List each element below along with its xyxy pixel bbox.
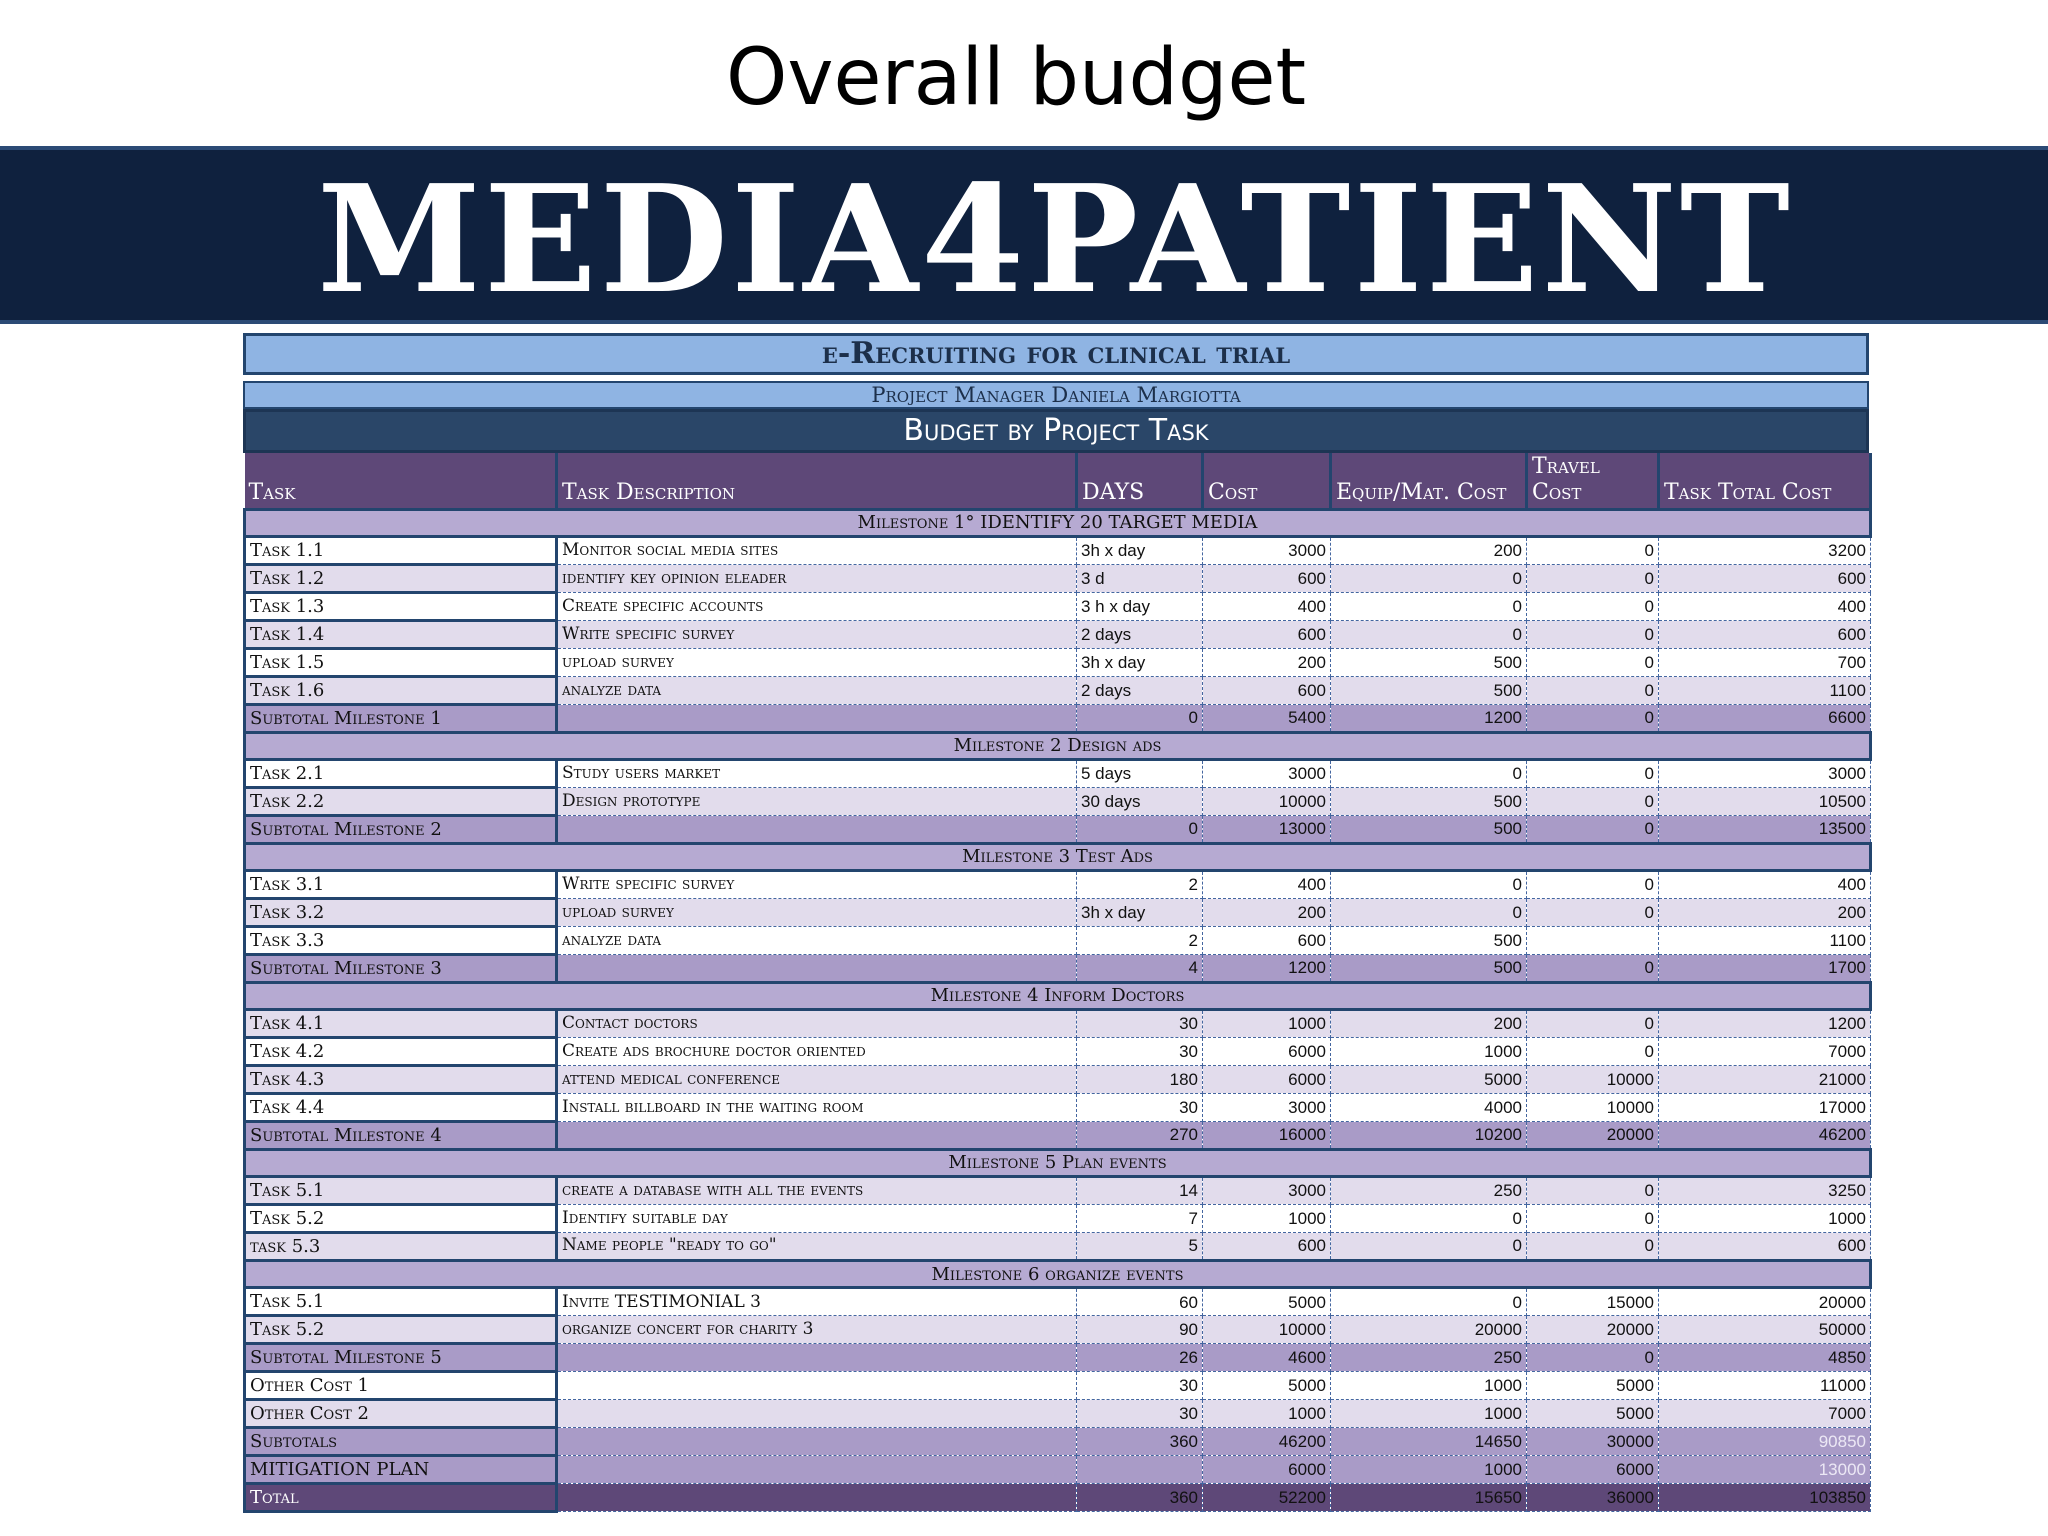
cell-equip-cost: 500 bbox=[1331, 954, 1527, 982]
cell-cost: 5000 bbox=[1203, 1372, 1331, 1400]
table-row bbox=[245, 1037, 1871, 1065]
table-row bbox=[245, 1232, 1871, 1260]
cell-equip-cost: 10200 bbox=[1331, 1121, 1527, 1149]
cell-travel-cost: 0 bbox=[1527, 648, 1659, 676]
cell-task: Task 1.1 bbox=[245, 536, 557, 564]
cell-cost: 200 bbox=[1203, 648, 1331, 676]
cell-cost: 46200 bbox=[1203, 1428, 1331, 1456]
cell-travel-cost: 0 bbox=[1527, 898, 1659, 926]
cell-equip-cost: 0 bbox=[1331, 620, 1527, 648]
cell-equip-cost: 1000 bbox=[1331, 1400, 1527, 1428]
milestone-label: Milestone 1° IDENTIFY 20 TARGET MEDIA bbox=[245, 509, 1871, 536]
cell-task: Task 5.2 bbox=[245, 1204, 557, 1232]
cell-total-cost: 3250 bbox=[1659, 1176, 1871, 1204]
cell-total-cost: 400 bbox=[1659, 870, 1871, 898]
cell-cost: 400 bbox=[1203, 870, 1331, 898]
cell-cost: 52200 bbox=[1203, 1484, 1331, 1512]
cell-task: Subtotal Milestone 1 bbox=[245, 704, 557, 732]
cell-task: Subtotals bbox=[245, 1428, 557, 1456]
cell-equip-cost: 0 bbox=[1331, 1232, 1527, 1260]
cell-total-cost: 11000 bbox=[1659, 1372, 1871, 1400]
table-row bbox=[245, 787, 1871, 815]
table-row bbox=[245, 1316, 1871, 1344]
cell-task: Subtotal Milestone 5 bbox=[245, 1344, 557, 1372]
cell-total-cost: 10500 bbox=[1659, 787, 1871, 815]
cell-equip-cost: 20000 bbox=[1331, 1316, 1527, 1344]
cell-task: Task 5.2 bbox=[245, 1316, 557, 1344]
cell-equip-cost: 250 bbox=[1331, 1176, 1527, 1204]
cell-cost: 6000 bbox=[1203, 1037, 1331, 1065]
table-row bbox=[245, 1204, 1871, 1232]
cell-total-cost: 1000 bbox=[1659, 1204, 1871, 1232]
cell-equip-cost: 500 bbox=[1331, 648, 1527, 676]
budget-sheet bbox=[243, 333, 1869, 1513]
cell-days: 5 days bbox=[1077, 759, 1203, 787]
cell-task: Subtotal Milestone 3 bbox=[245, 954, 557, 982]
cell-total-cost: 1100 bbox=[1659, 676, 1871, 704]
subtotal-row bbox=[245, 1456, 1871, 1484]
milestone-label: Milestone 2 Design ads bbox=[245, 732, 1871, 759]
cell-description bbox=[557, 1121, 1077, 1149]
cell-days: 90 bbox=[1077, 1316, 1203, 1344]
cell-equip-cost: 1200 bbox=[1331, 704, 1527, 732]
sheet-subtitle: Budget by Project Task bbox=[243, 409, 1869, 453]
cell-days: 0 bbox=[1077, 704, 1203, 732]
cell-description: identify key opinion eleader bbox=[557, 564, 1077, 592]
cell-description bbox=[557, 1372, 1077, 1400]
cell-travel-cost: 0 bbox=[1527, 676, 1659, 704]
table-row bbox=[245, 620, 1871, 648]
cell-description bbox=[557, 1400, 1077, 1428]
cell-days: 4 bbox=[1077, 954, 1203, 982]
cell-days: 60 bbox=[1077, 1288, 1203, 1316]
cell-total-cost: 46200 bbox=[1659, 1121, 1871, 1149]
cell-travel-cost: 0 bbox=[1527, 592, 1659, 620]
cell-travel-cost: 0 bbox=[1527, 1037, 1659, 1065]
cell-description bbox=[557, 1484, 1077, 1512]
table-row bbox=[245, 1372, 1871, 1400]
cell-travel-cost: 15000 bbox=[1527, 1288, 1659, 1316]
cell-task: Task 3.1 bbox=[245, 870, 557, 898]
cell-cost: 600 bbox=[1203, 926, 1331, 954]
cell-days: 3h x day bbox=[1077, 898, 1203, 926]
table-row bbox=[245, 759, 1871, 787]
cell-days: 30 bbox=[1077, 1037, 1203, 1065]
cell-days: 180 bbox=[1077, 1065, 1203, 1093]
cell-description: Install billboard in the waiting room bbox=[557, 1093, 1077, 1121]
cell-task: Task 3.2 bbox=[245, 898, 557, 926]
cell-travel-cost: 30000 bbox=[1527, 1428, 1659, 1456]
cell-days: 3 h x day bbox=[1077, 592, 1203, 620]
milestone-row bbox=[245, 1149, 1871, 1176]
budget-table bbox=[243, 453, 1872, 1513]
slide-title: Overall budget bbox=[725, 33, 1307, 123]
cell-travel-cost: 5000 bbox=[1527, 1372, 1659, 1400]
cell-travel-cost: 0 bbox=[1527, 1232, 1659, 1260]
cell-total-cost: 4850 bbox=[1659, 1344, 1871, 1372]
subtotal-row bbox=[245, 704, 1871, 732]
milestone-row bbox=[245, 1260, 1871, 1287]
cell-total-cost: 20000 bbox=[1659, 1288, 1871, 1316]
cell-description: Design prototype bbox=[557, 787, 1077, 815]
cell-equip-cost: 0 bbox=[1331, 592, 1527, 620]
cell-total-cost: 700 bbox=[1659, 648, 1871, 676]
cell-total-cost: 90850 bbox=[1659, 1428, 1871, 1456]
cell-task: Task 1.2 bbox=[245, 564, 557, 592]
cell-equip-cost: 500 bbox=[1331, 676, 1527, 704]
table-row bbox=[245, 1009, 1871, 1037]
milestone-label: Milestone 5 Plan events bbox=[245, 1149, 1871, 1176]
cell-cost: 400 bbox=[1203, 592, 1331, 620]
cell-total-cost: 400 bbox=[1659, 592, 1871, 620]
banner-logo-text: MEDIA4PATIENT bbox=[317, 152, 1793, 326]
cell-total-cost: 1700 bbox=[1659, 954, 1871, 982]
cell-days: 2 days bbox=[1077, 620, 1203, 648]
cell-task: Task 3.3 bbox=[245, 926, 557, 954]
cell-days: 360 bbox=[1077, 1484, 1203, 1512]
cell-days: 2 days bbox=[1077, 676, 1203, 704]
cell-equip-cost: 500 bbox=[1331, 926, 1527, 954]
cell-task: Task 1.5 bbox=[245, 648, 557, 676]
cell-total-cost: 200 bbox=[1659, 898, 1871, 926]
cell-equip-cost: 0 bbox=[1331, 759, 1527, 787]
cell-cost: 600 bbox=[1203, 1232, 1331, 1260]
cell-total-cost: 6600 bbox=[1659, 704, 1871, 732]
cell-description: upload survey bbox=[557, 898, 1077, 926]
cell-days: 30 days bbox=[1077, 787, 1203, 815]
banner bbox=[0, 146, 2048, 324]
cell-travel-cost: 0 bbox=[1527, 536, 1659, 564]
cell-travel-cost: 10000 bbox=[1527, 1093, 1659, 1121]
milestone-label: Milestone 6 organize events bbox=[245, 1260, 1871, 1287]
cell-days: 30 bbox=[1077, 1093, 1203, 1121]
cell-cost: 6000 bbox=[1203, 1065, 1331, 1093]
cell-cost: 1000 bbox=[1203, 1009, 1331, 1037]
subtotal-row bbox=[245, 1428, 1871, 1456]
cell-task: Task 2.2 bbox=[245, 787, 557, 815]
cell-travel-cost: 0 bbox=[1527, 564, 1659, 592]
cell-description: Monitor social media sites bbox=[557, 536, 1077, 564]
cell-total-cost: 600 bbox=[1659, 564, 1871, 592]
cell-equip-cost: 0 bbox=[1331, 1288, 1527, 1316]
cell-cost: 10000 bbox=[1203, 1316, 1331, 1344]
subtotal-row bbox=[245, 1121, 1871, 1149]
cell-equip-cost: 0 bbox=[1331, 898, 1527, 926]
cell-description: Contact doctors bbox=[557, 1009, 1077, 1037]
cell-description bbox=[557, 1428, 1077, 1456]
cell-task: Total bbox=[245, 1484, 557, 1512]
cell-days: 5 bbox=[1077, 1232, 1203, 1260]
cell-total-cost: 13000 bbox=[1659, 1456, 1871, 1484]
subtotal-row bbox=[245, 1344, 1871, 1372]
cell-days: 26 bbox=[1077, 1344, 1203, 1372]
milestone-row bbox=[245, 732, 1871, 759]
cell-task: Other Cost 1 bbox=[245, 1372, 557, 1400]
cell-cost: 3000 bbox=[1203, 1176, 1331, 1204]
cell-travel-cost: 0 bbox=[1527, 1009, 1659, 1037]
cell-equip-cost: 0 bbox=[1331, 870, 1527, 898]
cell-description: analyze data bbox=[557, 676, 1077, 704]
cell-equip-cost: 500 bbox=[1331, 787, 1527, 815]
cell-days: 7 bbox=[1077, 1204, 1203, 1232]
table-row bbox=[245, 648, 1871, 676]
cell-task: Task 1.3 bbox=[245, 592, 557, 620]
cell-cost: 600 bbox=[1203, 676, 1331, 704]
cell-equip-cost: 200 bbox=[1331, 1009, 1527, 1037]
cell-travel-cost: 0 bbox=[1527, 815, 1659, 843]
column-header-row bbox=[245, 453, 1871, 509]
sheet-title: e-Recruiting for clinical trial bbox=[243, 333, 1869, 375]
cell-travel-cost: 0 bbox=[1527, 954, 1659, 982]
cell-description: upload survey bbox=[557, 648, 1077, 676]
cell-description: attend medical conference bbox=[557, 1065, 1077, 1093]
cell-days: 0 bbox=[1077, 815, 1203, 843]
project-manager: Project Manager Daniela Margiotta bbox=[243, 381, 1869, 409]
cell-equip-cost: 1000 bbox=[1331, 1456, 1527, 1484]
cell-days: 2 bbox=[1077, 870, 1203, 898]
cell-days: 30 bbox=[1077, 1009, 1203, 1037]
subtotal-row bbox=[245, 954, 1871, 982]
cell-equip-cost: 4000 bbox=[1331, 1093, 1527, 1121]
table-row bbox=[245, 536, 1871, 564]
cell-travel-cost: 0 bbox=[1527, 870, 1659, 898]
cell-travel-cost: 20000 bbox=[1527, 1121, 1659, 1149]
cell-description: Create specific accounts bbox=[557, 592, 1077, 620]
cell-task: Task 1.6 bbox=[245, 676, 557, 704]
cell-description bbox=[557, 1344, 1077, 1372]
cell-task: Task 5.1 bbox=[245, 1288, 557, 1316]
cell-equip-cost: 5000 bbox=[1331, 1065, 1527, 1093]
cell-description: Invite TESTIMONIAL 3 bbox=[557, 1288, 1077, 1316]
cell-cost: 5000 bbox=[1203, 1288, 1331, 1316]
cell-days: 14 bbox=[1077, 1176, 1203, 1204]
cell-days: 270 bbox=[1077, 1121, 1203, 1149]
cell-days: 3h x day bbox=[1077, 648, 1203, 676]
cell-total-cost: 13500 bbox=[1659, 815, 1871, 843]
cell-description bbox=[557, 815, 1077, 843]
cell-travel-cost: 0 bbox=[1527, 787, 1659, 815]
col-days: DAYS bbox=[1077, 453, 1203, 509]
milestone-row bbox=[245, 982, 1871, 1009]
cell-task: Task 4.4 bbox=[245, 1093, 557, 1121]
cell-cost: 1200 bbox=[1203, 954, 1331, 982]
subtotal-row bbox=[245, 815, 1871, 843]
cell-equip-cost: 0 bbox=[1331, 1204, 1527, 1232]
cell-days bbox=[1077, 1456, 1203, 1484]
cell-travel-cost: 0 bbox=[1527, 759, 1659, 787]
table-row bbox=[245, 926, 1871, 954]
cell-description: Write specific survey bbox=[557, 620, 1077, 648]
cell-description: create a database with all the events bbox=[557, 1176, 1077, 1204]
cell-task: Task 4.1 bbox=[245, 1009, 557, 1037]
cell-equip-cost: 15650 bbox=[1331, 1484, 1527, 1512]
cell-cost: 1000 bbox=[1203, 1204, 1331, 1232]
table-row bbox=[245, 898, 1871, 926]
cell-total-cost: 17000 bbox=[1659, 1093, 1871, 1121]
cell-description: organize concert for charity 3 bbox=[557, 1316, 1077, 1344]
cell-cost: 5400 bbox=[1203, 704, 1331, 732]
cell-equip-cost: 1000 bbox=[1331, 1037, 1527, 1065]
col-travel-cost: Travel Cost bbox=[1527, 453, 1659, 509]
cell-days: 3 d bbox=[1077, 564, 1203, 592]
table-row bbox=[245, 1400, 1871, 1428]
cell-travel-cost: 6000 bbox=[1527, 1456, 1659, 1484]
cell-equip-cost: 1000 bbox=[1331, 1372, 1527, 1400]
cell-total-cost: 103850 bbox=[1659, 1484, 1871, 1512]
cell-description bbox=[557, 1456, 1077, 1484]
cell-total-cost: 7000 bbox=[1659, 1400, 1871, 1428]
col-equip-cost: Equip/Mat. Cost bbox=[1331, 453, 1527, 509]
cell-cost: 200 bbox=[1203, 898, 1331, 926]
cell-days: 30 bbox=[1077, 1372, 1203, 1400]
cell-description bbox=[557, 704, 1077, 732]
cell-equip-cost: 500 bbox=[1331, 815, 1527, 843]
milestone-row bbox=[245, 843, 1871, 870]
cell-description: Study users market bbox=[557, 759, 1077, 787]
cell-cost: 3000 bbox=[1203, 759, 1331, 787]
cell-equip-cost: 14650 bbox=[1331, 1428, 1527, 1456]
table-row bbox=[245, 676, 1871, 704]
cell-cost: 16000 bbox=[1203, 1121, 1331, 1149]
col-task: Task bbox=[245, 453, 557, 509]
cell-cost: 10000 bbox=[1203, 787, 1331, 815]
cell-cost: 1000 bbox=[1203, 1400, 1331, 1428]
cell-total-cost: 7000 bbox=[1659, 1037, 1871, 1065]
cell-task: Subtotal Milestone 2 bbox=[245, 815, 557, 843]
milestone-row bbox=[245, 509, 1871, 536]
milestone-label: Milestone 3 Test Ads bbox=[245, 843, 1871, 870]
cell-total-cost: 600 bbox=[1659, 1232, 1871, 1260]
cell-task: Task 1.4 bbox=[245, 620, 557, 648]
cell-travel-cost: 0 bbox=[1527, 1176, 1659, 1204]
cell-travel-cost: 0 bbox=[1527, 1204, 1659, 1232]
cell-travel-cost: 0 bbox=[1527, 1344, 1659, 1372]
cell-travel-cost: 0 bbox=[1527, 704, 1659, 732]
cell-equip-cost: 200 bbox=[1331, 536, 1527, 564]
cell-total-cost: 600 bbox=[1659, 620, 1871, 648]
cell-days: 2 bbox=[1077, 926, 1203, 954]
table-row bbox=[245, 1065, 1871, 1093]
table-row bbox=[245, 1176, 1871, 1204]
cell-travel-cost: 5000 bbox=[1527, 1400, 1659, 1428]
cell-cost: 6000 bbox=[1203, 1456, 1331, 1484]
cell-days: 360 bbox=[1077, 1428, 1203, 1456]
table-row bbox=[245, 1093, 1871, 1121]
cell-cost: 13000 bbox=[1203, 815, 1331, 843]
total-row bbox=[245, 1484, 1871, 1512]
cell-task: Subtotal Milestone 4 bbox=[245, 1121, 557, 1149]
cell-travel-cost: 0 bbox=[1527, 620, 1659, 648]
table-row bbox=[245, 870, 1871, 898]
cell-travel-cost: 20000 bbox=[1527, 1316, 1659, 1344]
cell-task: Task 4.2 bbox=[245, 1037, 557, 1065]
cell-cost: 3000 bbox=[1203, 536, 1331, 564]
table-row bbox=[245, 1288, 1871, 1316]
cell-task: Task 4.3 bbox=[245, 1065, 557, 1093]
cell-cost: 600 bbox=[1203, 564, 1331, 592]
cell-task: Other Cost 2 bbox=[245, 1400, 557, 1428]
cell-total-cost: 21000 bbox=[1659, 1065, 1871, 1093]
cell-description: Identify suitable day bbox=[557, 1204, 1077, 1232]
cell-total-cost: 1100 bbox=[1659, 926, 1871, 954]
milestone-label: Milestone 4 Inform Doctors bbox=[245, 982, 1871, 1009]
cell-travel-cost: 10000 bbox=[1527, 1065, 1659, 1093]
cell-travel-cost: 36000 bbox=[1527, 1484, 1659, 1512]
cell-days: 3h x day bbox=[1077, 536, 1203, 564]
cell-description: Write specific survey bbox=[557, 870, 1077, 898]
cell-description: Name people "ready to go" bbox=[557, 1232, 1077, 1260]
cell-equip-cost: 250 bbox=[1331, 1344, 1527, 1372]
cell-cost: 3000 bbox=[1203, 1093, 1331, 1121]
cell-travel-cost bbox=[1527, 926, 1659, 954]
col-cost: Cost bbox=[1203, 453, 1331, 509]
cell-description: Create ads brochure doctor oriented bbox=[557, 1037, 1077, 1065]
cell-task: Task 2.1 bbox=[245, 759, 557, 787]
cell-description: analyze data bbox=[557, 926, 1077, 954]
cell-equip-cost: 0 bbox=[1331, 564, 1527, 592]
table-row bbox=[245, 564, 1871, 592]
cell-task: Task 5.1 bbox=[245, 1176, 557, 1204]
col-total-cost: Task Total Cost bbox=[1659, 453, 1871, 509]
cell-days: 30 bbox=[1077, 1400, 1203, 1428]
cell-total-cost: 50000 bbox=[1659, 1316, 1871, 1344]
cell-total-cost: 3200 bbox=[1659, 536, 1871, 564]
cell-description bbox=[557, 954, 1077, 982]
col-description: Task Description bbox=[557, 453, 1077, 509]
cell-task: MITIGATION PLAN bbox=[245, 1456, 557, 1484]
table-row bbox=[245, 592, 1871, 620]
cell-cost: 4600 bbox=[1203, 1344, 1331, 1372]
cell-task: task 5.3 bbox=[245, 1232, 557, 1260]
cell-total-cost: 3000 bbox=[1659, 759, 1871, 787]
cell-total-cost: 1200 bbox=[1659, 1009, 1871, 1037]
cell-cost: 600 bbox=[1203, 620, 1331, 648]
